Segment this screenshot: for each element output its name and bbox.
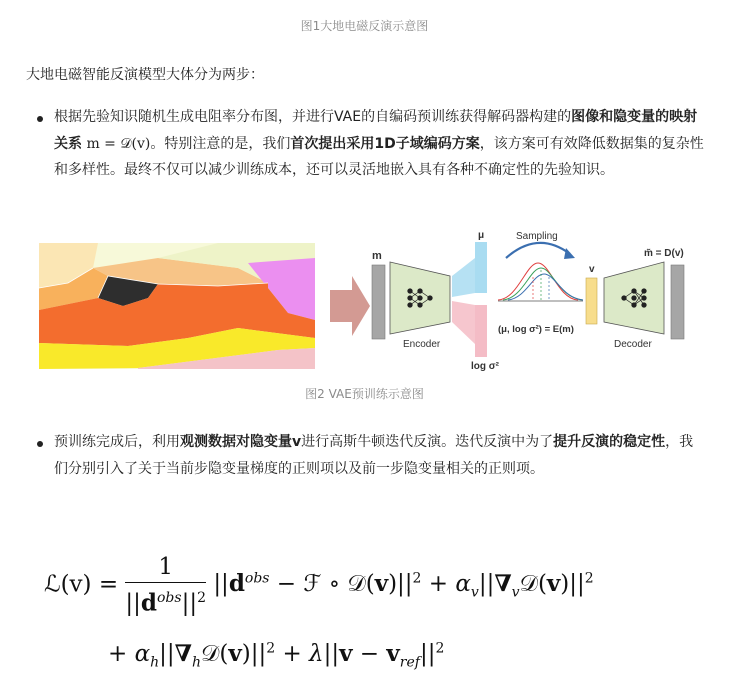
bullet1-text-1: 根据先验知识随机生成电阻率分布图，并进行VAE的自编码预训练获得解码器构建的 bbox=[54, 109, 572, 125]
latent-v-bar bbox=[586, 278, 597, 324]
bullet1-bold-2: 首次提出采用1D子域编码方案 bbox=[290, 135, 480, 152]
bullet-item-2 bbox=[54, 429, 706, 482]
output-m-bar bbox=[671, 265, 684, 339]
bullet1-text-2: 。特别注意的是，我们 bbox=[150, 135, 291, 152]
bullet2-text-2: 进行高斯牛顿迭代反演。迭代反演中为了 bbox=[301, 434, 554, 450]
equation-fraction bbox=[125, 552, 206, 619]
sampling-arrowhead-icon bbox=[564, 248, 575, 259]
bullet-item-1 bbox=[54, 104, 706, 184]
bullet-dot bbox=[37, 441, 43, 447]
bullet2-bold-2: 提升反演的稳定性 bbox=[553, 434, 666, 450]
mu-projection bbox=[452, 258, 475, 297]
gaussian-curve-blue bbox=[508, 274, 583, 300]
latent-v-label: v bbox=[589, 264, 595, 275]
sampling-arrow-icon bbox=[506, 243, 570, 258]
intro-paragraph: 大地电磁智能反演模型大体分为两步： bbox=[26, 67, 264, 83]
resistivity-section-image bbox=[39, 243, 315, 369]
figure-1-caption: 图1大地电磁反演示意图 bbox=[300, 19, 429, 33]
bullet1-text-3: ，该方案可有效降低数据集的复杂性和多样性。最终不仅可以减少训练成本，还可以灵活地嵌入具有各种不确定性的先验知识。 bbox=[54, 135, 704, 178]
equation-line-1-rest: $||d^{obs}$ − ℱ ∘ $𝒟(v)||^2$ + $\alpha_v||\nabla_v𝒟(v)||^2$ bbox=[213, 570, 594, 601]
vae-diagram bbox=[38, 228, 700, 374]
figure-2-caption: 图2 VAE预训练示意图 bbox=[305, 387, 424, 401]
logsigma-projection bbox=[452, 301, 475, 344]
input-m-label: m bbox=[372, 250, 382, 262]
logsigma-bar bbox=[475, 305, 487, 357]
gaussian-curve-green bbox=[503, 268, 583, 300]
output-label: m̃ = D(v) bbox=[644, 248, 684, 259]
equation-lhs: ℒ(v) = bbox=[44, 571, 119, 598]
bullet2-text-3: ，我们分别引入了关于当前步隐变量梯度的正则项以及前一步隐变量相关的正则项。 bbox=[54, 434, 694, 477]
loss-equation-line-2: + $\alpha_h||\nabla_h𝒟(v)||^2 + \lambda||v - v_{ref}||^2$ bbox=[108, 640, 445, 671]
mu-label: μ bbox=[478, 230, 485, 241]
bullet2-bold-1: 观测数据对隐变量v bbox=[180, 434, 302, 450]
equation-denominator: $||d^{obs}||^2$ bbox=[125, 589, 206, 617]
bullet1-formula: m = 𝒟(v) bbox=[86, 135, 151, 152]
decoder-label: Decoder bbox=[614, 339, 652, 350]
sampling-label: Sampling bbox=[516, 231, 558, 242]
input-m-bar bbox=[372, 265, 385, 339]
bullet-dot bbox=[37, 116, 43, 122]
bullet2-text-1: 预训练完成后，利用 bbox=[54, 434, 180, 450]
arrow-shape bbox=[330, 276, 370, 336]
expectation-label: (μ, log σ²) = E(m) bbox=[498, 324, 574, 335]
encoder-label: Encoder bbox=[403, 339, 441, 350]
logsigma-label: log σ² bbox=[471, 361, 499, 372]
mu-bar bbox=[475, 242, 487, 293]
equation-numerator: 1 bbox=[125, 552, 206, 583]
bullet1-bold-1: 图像和隐变量的映射关系 bbox=[54, 109, 698, 152]
loss-equation-line-1 bbox=[44, 552, 594, 619]
